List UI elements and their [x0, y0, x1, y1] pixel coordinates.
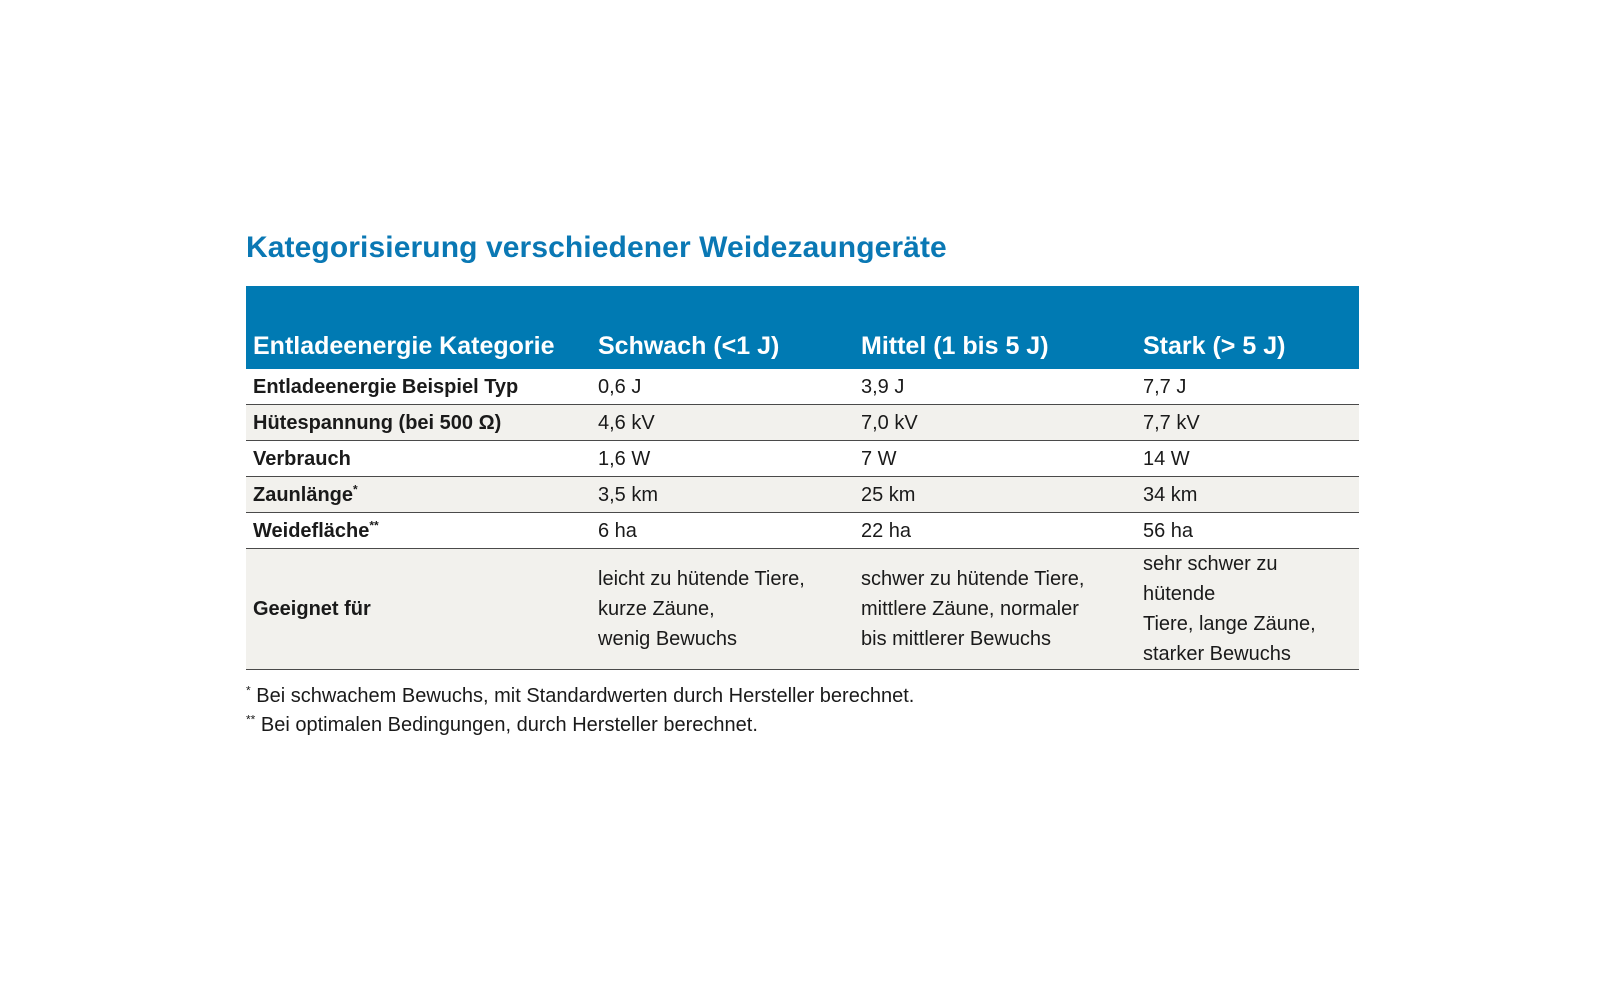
- footnotes: [246, 682, 1359, 740]
- table-title: Kategorisierung verschiedener Weidezaungeräte: [246, 231, 947, 264]
- cell-strong: 56 ha: [1136, 513, 1359, 549]
- row-label: Zaunlänge*: [246, 477, 591, 513]
- cell-weak: [591, 549, 854, 670]
- cell-medium: [854, 549, 1136, 670]
- cell-line: mittlere Zäune, normaler: [861, 598, 1079, 620]
- cell-medium: 3,9 J: [854, 369, 1136, 405]
- row-label: Geeignet für: [246, 549, 591, 670]
- cell-line: Tiere, lange Zäune,: [1143, 613, 1316, 635]
- cell-strong: 14 W: [1136, 441, 1359, 477]
- footnote-mark: **: [246, 712, 256, 727]
- table-row: [246, 513, 1359, 549]
- cell-weak: 3,5 km: [591, 477, 854, 513]
- row-label: Hütespannung (bei 500 Ω): [246, 405, 591, 441]
- cell-line: schwer zu hütende Tiere,: [861, 568, 1085, 590]
- row-label: Verbrauch: [246, 441, 591, 477]
- cell-strong: 7,7 kV: [1136, 405, 1359, 441]
- footnote: ** Bei optimalen Bedingungen, durch Hersteller berechnet.: [246, 712, 758, 736]
- footnote: * Bei schwachem Bewuchs, mit Standardwerten durch Hersteller berechnet.: [246, 683, 915, 707]
- table-row: [246, 405, 1359, 441]
- cell-strong: [1136, 549, 1359, 670]
- footnote-mark: **: [369, 517, 379, 532]
- table-row: [246, 441, 1359, 477]
- cell-strong: 7,7 J: [1136, 369, 1359, 405]
- table-row: [246, 549, 1359, 670]
- table-block: [246, 228, 1359, 740]
- cell-medium: 7,0 kV: [854, 405, 1136, 441]
- cell-line: leicht zu hütende Tiere,: [598, 568, 805, 590]
- header-strong: Stark (> 5 J): [1143, 332, 1286, 360]
- cell-weak: 0,6 J: [591, 369, 854, 405]
- cell-weak: 4,6 kV: [591, 405, 854, 441]
- cell-medium: 7 W: [854, 441, 1136, 477]
- cell-line: kurze Zäune,: [598, 598, 715, 620]
- header-category: Entladeenergie Kategorie: [253, 332, 555, 360]
- cell-medium: 25 km: [854, 477, 1136, 513]
- header-weak: Schwach (<1 J): [598, 332, 780, 360]
- cell-strong: 34 km: [1136, 477, 1359, 513]
- header-medium: Mittel (1 bis 5 J): [861, 332, 1049, 360]
- row-label: Weidefläche**: [246, 513, 591, 549]
- cell-line: starker Bewuchs: [1143, 643, 1291, 665]
- table-header-row: [246, 286, 1359, 369]
- table-row: [246, 477, 1359, 513]
- cell-medium: 22 ha: [854, 513, 1136, 549]
- table-row: [246, 369, 1359, 405]
- footnote-mark: *: [353, 481, 358, 496]
- row-label: Entladeenergie Beispiel Typ: [246, 369, 591, 405]
- cell-weak: 6 ha: [591, 513, 854, 549]
- cell-weak: 1,6 W: [591, 441, 854, 477]
- device-category-table: [246, 286, 1359, 670]
- footnote-mark: *: [246, 683, 251, 698]
- cell-line: wenig Bewuchs: [598, 628, 737, 650]
- cell-line: bis mittlerer Bewuchs: [861, 628, 1052, 650]
- cell-line: sehr schwer zu hütende: [1143, 553, 1278, 605]
